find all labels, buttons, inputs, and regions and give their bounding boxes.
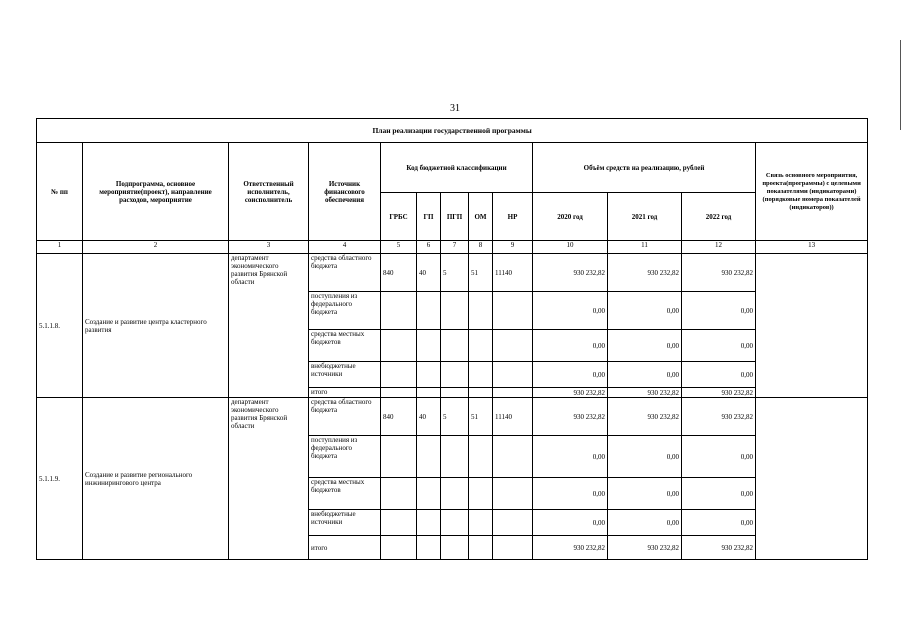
empty-cell — [381, 388, 417, 398]
plan-table — [36, 118, 868, 560]
header-name: Подпрограмма, основное мероприятие(проект), направление расходов, мероприятие — [83, 143, 229, 241]
nr-code — [493, 436, 533, 478]
header-num: № пп — [37, 143, 83, 241]
header-om: ОМ — [469, 193, 493, 241]
pgp-code — [441, 292, 469, 330]
pgp-code — [441, 362, 469, 388]
funding-source: средства местных бюджетов — [309, 478, 381, 510]
gp-code — [417, 292, 441, 330]
grbs-code — [381, 436, 417, 478]
om-code — [469, 330, 493, 362]
total-label: итого — [309, 388, 381, 398]
funding-source: средства областного бюджета — [309, 254, 381, 292]
funding-source: средства областного бюджета — [309, 398, 381, 436]
page-number: 31 — [450, 103, 460, 114]
om-code — [469, 478, 493, 510]
nr-code — [493, 362, 533, 388]
gp-code — [417, 478, 441, 510]
nr-code — [493, 478, 533, 510]
column-number: 6 — [417, 241, 441, 254]
table-row — [37, 398, 868, 436]
pgp-code: 5 — [441, 398, 469, 436]
nr-code — [493, 330, 533, 362]
header-budget-code: Код бюджетной классификации — [381, 143, 533, 193]
amount-2022: 0,00 — [682, 436, 756, 478]
funding-source: внебюджетные источники — [309, 510, 381, 536]
gp-code — [417, 436, 441, 478]
column-number: 5 — [381, 241, 417, 254]
gp-code: 40 — [417, 398, 441, 436]
indicator-link — [756, 254, 868, 398]
empty-cell — [469, 388, 493, 398]
total-2021: 930 232,82 — [608, 536, 682, 560]
amount-2021: 930 232,82 — [608, 254, 682, 292]
amount-2020: 0,00 — [533, 362, 608, 388]
grbs-code — [381, 478, 417, 510]
total-2022: 930 232,82 — [682, 388, 756, 398]
header-2022: 2022 год — [682, 193, 756, 241]
measure-name: Создание и развитие центра кластерного развития — [83, 254, 229, 398]
column-number-row — [37, 241, 868, 254]
amount-2021: 0,00 — [608, 436, 682, 478]
amount-2022: 930 232,82 — [682, 254, 756, 292]
om-code: 51 — [469, 398, 493, 436]
om-code — [469, 292, 493, 330]
header-grbs: ГРБС — [381, 193, 417, 241]
table-title: План реализации государственной программы — [37, 119, 868, 143]
header-link: Связь основного мероприятия, проекта(программы) с целевыми показателями (индикаторами) (порядковые номера показателей (индикаторов)) — [756, 143, 868, 241]
header-pgp: ПГП — [441, 193, 469, 241]
total-2020: 930 232,82 — [533, 388, 608, 398]
column-number: 3 — [229, 241, 309, 254]
amount-2022: 0,00 — [682, 292, 756, 330]
column-number: 1 — [37, 241, 83, 254]
nr-code — [493, 292, 533, 330]
column-number: 10 — [533, 241, 608, 254]
empty-cell — [417, 388, 441, 398]
column-number: 4 — [309, 241, 381, 254]
column-number: 12 — [682, 241, 756, 254]
total-label: итого — [309, 536, 381, 560]
amount-2022: 0,00 — [682, 330, 756, 362]
column-number: 2 — [83, 241, 229, 254]
nr-code: 11140 — [493, 254, 533, 292]
amount-2020: 0,00 — [533, 330, 608, 362]
total-2020: 930 232,82 — [533, 536, 608, 560]
om-code — [469, 362, 493, 388]
column-number: 8 — [469, 241, 493, 254]
amount-2021: 0,00 — [608, 330, 682, 362]
header-funds: Объём средств на реализацию, рублей — [533, 143, 756, 193]
gp-code — [417, 362, 441, 388]
amount-2021: 0,00 — [608, 478, 682, 510]
amount-2021: 930 232,82 — [608, 398, 682, 436]
gp-code — [417, 330, 441, 362]
header-gp: ГП — [417, 193, 441, 241]
amount-2020: 0,00 — [533, 436, 608, 478]
om-code — [469, 510, 493, 536]
table-row — [37, 254, 868, 292]
nr-code: 11140 — [493, 398, 533, 436]
header-2020: 2020 год — [533, 193, 608, 241]
empty-cell — [417, 536, 441, 560]
column-number: 9 — [493, 241, 533, 254]
row-number: 5.1.1.8. — [37, 254, 83, 398]
amount-2021: 0,00 — [608, 362, 682, 388]
grbs-code: 840 — [381, 398, 417, 436]
amount-2020: 0,00 — [533, 478, 608, 510]
amount-2020: 930 232,82 — [533, 398, 608, 436]
column-number: 13 — [756, 241, 868, 254]
header-nr: НР — [493, 193, 533, 241]
empty-cell — [381, 536, 417, 560]
total-2021: 930 232,82 — [608, 388, 682, 398]
total-2022: 930 232,82 — [682, 536, 756, 560]
nr-code — [493, 510, 533, 536]
funding-source: внебюджетные источники — [309, 362, 381, 388]
funding-source: поступления из федерального бюджета — [309, 436, 381, 478]
om-code — [469, 436, 493, 478]
grbs-code — [381, 510, 417, 536]
header-executor: Ответственный исполнитель, соисполнитель — [229, 143, 309, 241]
amount-2022: 0,00 — [682, 362, 756, 388]
pgp-code — [441, 330, 469, 362]
empty-cell — [493, 536, 533, 560]
amount-2021: 0,00 — [608, 510, 682, 536]
grbs-code — [381, 330, 417, 362]
executor: департамент экономического развития Брянской области — [229, 254, 309, 398]
empty-cell — [441, 536, 469, 560]
empty-cell — [493, 388, 533, 398]
grbs-code — [381, 362, 417, 388]
column-number: 11 — [608, 241, 682, 254]
grbs-code — [381, 292, 417, 330]
amount-2022: 930 232,82 — [682, 398, 756, 436]
pgp-code — [441, 436, 469, 478]
funding-source: поступления из федерального бюджета — [309, 292, 381, 330]
row-number: 5.1.1.9. — [37, 398, 83, 560]
pgp-code — [441, 478, 469, 510]
scan-edge-mark — [900, 40, 901, 130]
gp-code: 40 — [417, 254, 441, 292]
pgp-code — [441, 510, 469, 536]
column-number: 7 — [441, 241, 469, 254]
header-2021: 2021 год — [608, 193, 682, 241]
amount-2020: 0,00 — [533, 510, 608, 536]
indicator-link — [756, 398, 868, 560]
header-source: Источник финансового обеспечения — [309, 143, 381, 241]
amount-2022: 0,00 — [682, 478, 756, 510]
amount-2020: 930 232,82 — [533, 254, 608, 292]
executor: департамент экономического развития Брянской области — [229, 398, 309, 560]
funding-source: средства местных бюджетов — [309, 330, 381, 362]
gp-code — [417, 510, 441, 536]
grbs-code: 840 — [381, 254, 417, 292]
amount-2021: 0,00 — [608, 292, 682, 330]
amount-2022: 0,00 — [682, 510, 756, 536]
measure-name: Создание и развитие регионального инжинирингового центра — [83, 398, 229, 560]
om-code: 51 — [469, 254, 493, 292]
pgp-code: 5 — [441, 254, 469, 292]
empty-cell — [441, 388, 469, 398]
amount-2020: 0,00 — [533, 292, 608, 330]
empty-cell — [469, 536, 493, 560]
